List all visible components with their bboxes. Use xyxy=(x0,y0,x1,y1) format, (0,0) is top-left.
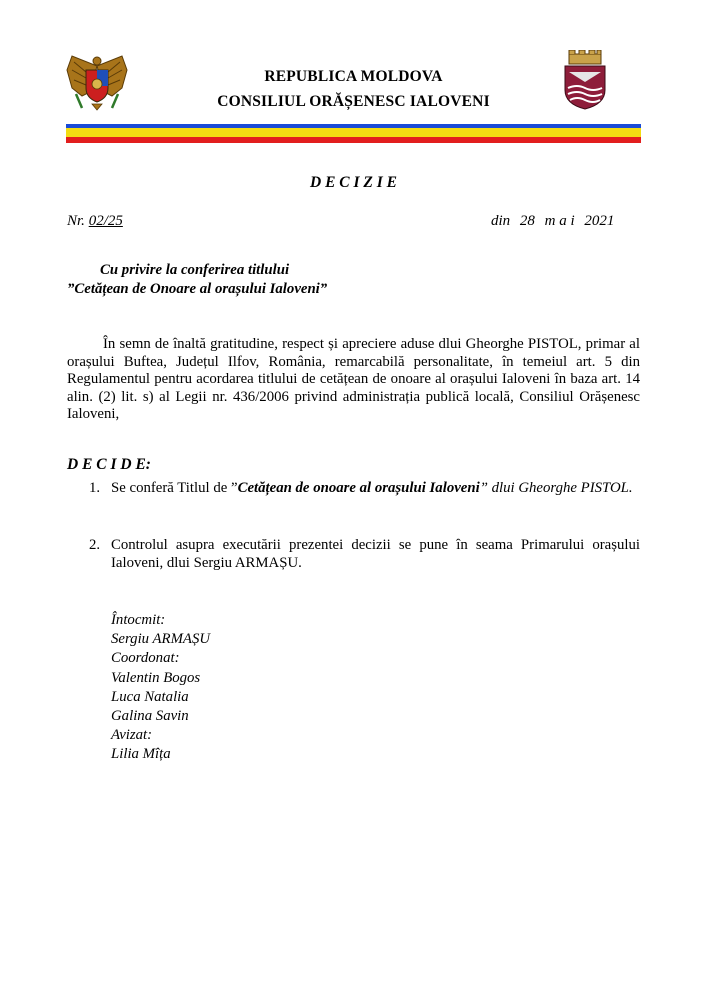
sig-approved-name: Lilia Mîța xyxy=(111,746,171,763)
sig-approved-label: Avizat: xyxy=(111,727,153,744)
document-title: D E C I Z I E xyxy=(310,174,397,191)
stripe-yellow xyxy=(66,128,641,137)
decision-number xyxy=(67,213,123,230)
date-day: 28 xyxy=(519,213,535,229)
sig-coordinated-name-2: Luca Natalia xyxy=(111,688,189,705)
subject-line-2: ”Cetățean de Onoare al orașului Ialoveni” xyxy=(67,281,328,297)
item-1-number: 1. xyxy=(89,480,101,496)
stripe-red xyxy=(66,137,641,143)
sig-coordinated-name-1: Valentin Bogos xyxy=(111,669,201,686)
decide-label: D E C I D E: xyxy=(67,456,151,473)
header-council: CONSILIUL ORĂȘENESC IALOVENI xyxy=(217,93,490,110)
item-2-text: Controlul asupra executării prezentei decizii se pune în seama Primarului orașului Ialoveni, dlui Sergiu ARMAȘU. xyxy=(111,537,640,571)
number-value: 02/25 xyxy=(88,213,123,229)
item-1-post: ” dlui Gheorghe PISTOL. xyxy=(479,480,633,496)
date-prefix: din xyxy=(491,213,511,229)
sig-prepared-label: Întocmit: xyxy=(111,612,166,628)
header-country: REPUBLICA MOLDOVA xyxy=(264,68,443,85)
date-month: m a i xyxy=(544,213,575,229)
date-year: 2021 xyxy=(584,213,615,229)
item-1-pre: Se conferă Titlul de ” xyxy=(111,480,238,496)
item-1-bold: Cetățean de onoare al orașului Ialoveni xyxy=(237,480,480,496)
signature-block xyxy=(111,611,210,765)
subject-line-1: Cu privire la conferirea titlului xyxy=(100,262,290,278)
item-1-text xyxy=(111,480,640,498)
sig-coordinated-name-3: Galina Savin xyxy=(111,708,189,725)
decision-date xyxy=(491,213,614,230)
number-prefix: Nr. xyxy=(67,213,85,229)
preamble-paragraph xyxy=(67,336,640,424)
item-2-number: 2. xyxy=(89,537,101,553)
sig-prepared-name: Sergiu ARMAȘU xyxy=(111,631,211,648)
sig-coordinated-label: Coordonat: xyxy=(111,650,180,667)
preamble-text: În semn de înaltă gratitudine, respect și apreciere aduse dlui Gheorghe PISTOL, primar al orașului Buftea, Județul Ilfov, România, remarcabilă personalitate, în temeiul art. 5 din Regulamentul pentru acordarea titlului de cetățean de onoare al orașului Ialoveni în baza art. 14 alin. (2) lit. s) al Legii nr. 436/2006 privind administrația publică locală, Consiliul Orășenesc Ialoveni, xyxy=(67,336,640,422)
